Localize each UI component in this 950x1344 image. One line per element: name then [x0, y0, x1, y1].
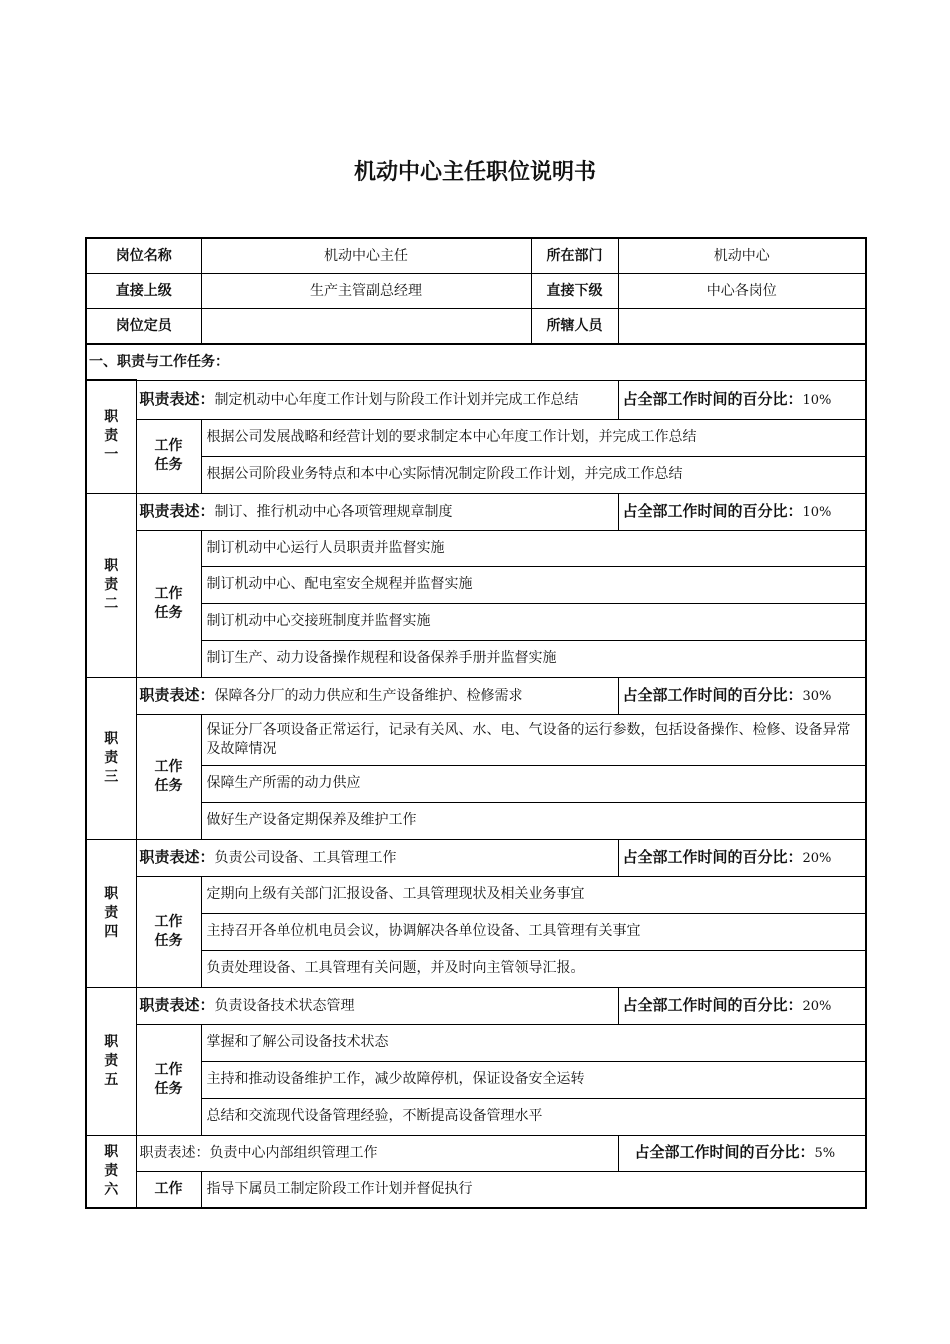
- description-label: 职责表述：: [139, 995, 215, 1014]
- task-item: 掌握和了解公司设备技术状态: [201, 1024, 866, 1061]
- percentage-value: 5%: [814, 1146, 836, 1161]
- duty-name-char: 职: [104, 557, 119, 574]
- duty-name-char: 职: [104, 409, 119, 426]
- percentage-value: 20%: [802, 998, 832, 1014]
- subordinate-label: 直接下级: [531, 274, 618, 309]
- duty-2-task-row: [86, 566, 866, 603]
- duty-4-task-row: [86, 913, 866, 950]
- superior-label: 直接上级: [86, 274, 201, 309]
- duty-name-char: 责: [104, 749, 119, 766]
- duty-name-char: 职: [104, 1143, 119, 1160]
- percentage-label: 占全部工作时间的百分比：: [622, 995, 803, 1014]
- job-description-table: [85, 237, 867, 1209]
- duty-name-char: 职: [104, 1033, 119, 1050]
- duty-1-description: [136, 380, 618, 419]
- staff-value: [618, 309, 866, 345]
- duty-name-char: 六: [104, 1181, 119, 1198]
- duty-1-task-row: [86, 456, 866, 493]
- duty-3-task-row: [86, 765, 866, 802]
- duty-5-description: [136, 987, 618, 1024]
- duty-5-task-row: [86, 1061, 866, 1098]
- duty-6-desc-row: [86, 1135, 866, 1171]
- task-label-line: 任务: [154, 604, 183, 621]
- description-label: 职责表述：: [139, 501, 215, 520]
- duty-5-name: [86, 987, 136, 1135]
- description-label: 职责表述：: [139, 847, 215, 866]
- header-row-1: [86, 238, 866, 274]
- duty-name-char: 四: [104, 923, 119, 940]
- task-label: [136, 1024, 201, 1135]
- percentage-value: 20%: [802, 850, 832, 866]
- task-label-line: 工作: [154, 438, 183, 454]
- task-label-line: 工作: [154, 913, 183, 930]
- task-item: 负责处理设备、工具管理有关问题，并及时向主管领导汇报。: [201, 950, 866, 987]
- task-label-line: 工作: [154, 758, 183, 775]
- description-label: 职责表述：: [139, 685, 215, 704]
- duty-2-desc-row: [86, 493, 866, 530]
- duty-5-task-row: [86, 1098, 866, 1135]
- duty-1-percentage: [618, 380, 866, 419]
- duty-3-desc-row: [86, 677, 866, 714]
- duty-5-task-row: [86, 1024, 866, 1061]
- duty-6-description: [136, 1135, 618, 1171]
- duty-6-percentage: [618, 1135, 866, 1171]
- duty-4-percentage: [618, 839, 866, 876]
- headcount-value: [201, 309, 531, 345]
- duty-name-char: 职: [104, 730, 119, 747]
- section-row: [86, 344, 866, 380]
- task-label-line: 任务: [154, 932, 183, 949]
- task-item: 做好生产设备定期保养及维护工作: [201, 802, 866, 839]
- task-item: 制订生产、动力设备操作规程和设备保养手册并监督实施: [201, 640, 866, 677]
- task-item: 保证分厂各项设备正常运行，记录有关风、水、电、气设备的运行参数，包括设备操作、检修、设备异常及故障情况: [201, 714, 866, 765]
- headcount-label: 岗位定员: [86, 309, 201, 345]
- percentage-value: 30%: [802, 688, 832, 704]
- percentage-label: 占全部工作时间的百分比：: [622, 501, 803, 520]
- duty-5-percentage: [618, 987, 866, 1024]
- duty-name-char: 三: [104, 768, 119, 785]
- task-item: 制订机动中心、配电室安全规程并监督实施: [201, 566, 866, 603]
- task-item: 保障生产所需的动力供应: [201, 765, 866, 802]
- description-text: 负责公司设备、工具管理工作: [214, 849, 397, 866]
- description-text: 制定机动中心年度工作计划与阶段工作计划并完成工作总结: [214, 391, 579, 408]
- subordinate-value: 中心各岗位: [618, 274, 866, 309]
- task-label-line: 工作: [154, 1180, 183, 1197]
- description-text: 保障各分厂的动力供应和生产设备维护、检修需求: [214, 687, 523, 704]
- header-row-2: [86, 274, 866, 309]
- duty-name-char: 责: [104, 576, 119, 593]
- description-text: 负责中心内部组织管理工作: [209, 1144, 378, 1161]
- percentage-label: 占全部工作时间的百分比：: [622, 847, 803, 866]
- percentage-value: 10%: [802, 392, 832, 408]
- document-title: 机动中心主任职位说明书: [353, 160, 596, 185]
- position-name-value: 机动中心主任: [201, 238, 531, 274]
- duty-3-task-row: [86, 802, 866, 839]
- task-label: [136, 530, 201, 677]
- duty-3-percentage: [618, 677, 866, 714]
- task-item: 主持和推动设备维护工作，减少故障停机，保证设备安全运转: [201, 1061, 866, 1098]
- duty-4-description: [136, 839, 618, 876]
- duty-name-char: 一: [104, 447, 119, 464]
- task-item: 定期向上级有关部门汇报设备、工具管理现状及相关业务事宜: [201, 876, 866, 913]
- department-value: 机动中心: [618, 238, 866, 274]
- description-text: 负责设备技术状态管理: [214, 997, 355, 1014]
- task-label: [136, 1171, 201, 1208]
- duty-name-char: 责: [104, 1162, 119, 1179]
- duty-name-char: 责: [104, 1052, 119, 1069]
- duty-2-description: [136, 493, 618, 530]
- description-label: 职责表述：: [139, 1144, 210, 1161]
- task-label-line: 任务: [154, 457, 183, 473]
- task-label: [136, 876, 201, 987]
- duty-2-task-row: [86, 530, 866, 566]
- task-item: 制订机动中心交接班制度并监督实施: [201, 603, 866, 640]
- percentage-label: 占全部工作时间的百分比：: [634, 1143, 815, 1161]
- task-item: 根据公司发展战略和经营计划的要求制定本中心年度工作计划，并完成工作总结: [201, 419, 866, 456]
- duty-6-task-row: [86, 1171, 866, 1208]
- task-label-line: 工作: [154, 585, 183, 602]
- duty-5-desc-row: [86, 987, 866, 1024]
- department-label: 所在部门: [531, 238, 618, 274]
- task-item: 制订机动中心运行人员职责并监督实施: [201, 530, 866, 566]
- duty-2-percentage: [618, 493, 866, 530]
- duty-name-char: 职: [104, 885, 119, 902]
- staff-label: 所辖人员: [531, 309, 618, 345]
- task-label: [136, 714, 201, 839]
- duty-3-task-row: [86, 714, 866, 765]
- task-label-line: 任务: [154, 1080, 183, 1097]
- description-text: 制订、推行机动中心各项管理规章制度: [214, 503, 453, 520]
- position-name-label: 岗位名称: [86, 238, 201, 274]
- duty-2-task-row: [86, 603, 866, 640]
- duty-6-name: [86, 1135, 136, 1208]
- task-item: 主持召开各单位机电员会议，协调解决各单位设备、工具管理有关事宜: [201, 913, 866, 950]
- duty-1-desc-row: [86, 380, 866, 419]
- task-label-line: 任务: [154, 777, 183, 794]
- task-item: 根据公司阶段业务特点和本中心实际情况制定阶段工作计划，并完成工作总结: [201, 456, 866, 493]
- duty-3-name: [86, 677, 136, 839]
- percentage-label: 占全部工作时间的百分比：: [622, 685, 803, 704]
- duty-name-char: 二: [104, 595, 119, 612]
- duty-4-desc-row: [86, 839, 866, 876]
- duty-name-char: 责: [104, 904, 119, 921]
- duty-2-task-row: [86, 640, 866, 677]
- task-label: [136, 419, 201, 493]
- percentage-value: 10%: [802, 504, 832, 520]
- task-item: 指导下属员工制定阶段工作计划并督促执行: [201, 1171, 866, 1208]
- duty-3-description: [136, 677, 618, 714]
- duty-1-name: [86, 380, 136, 493]
- duty-1-task-row: [86, 419, 866, 456]
- description-label: 职责表述：: [139, 389, 215, 408]
- task-item: 总结和交流现代设备管理经验，不断提高设备管理水平: [201, 1098, 866, 1135]
- duty-4-task-row: [86, 950, 866, 987]
- duty-4-task-row: [86, 876, 866, 913]
- task-label-line: 工作: [154, 1061, 183, 1078]
- header-row-3: [86, 309, 866, 345]
- percentage-label: 占全部工作时间的百分比：: [622, 389, 803, 408]
- duty-4-name: [86, 839, 136, 987]
- duty-2-name: [86, 493, 136, 677]
- duty-name-char: 五: [104, 1071, 119, 1088]
- superior-value: 生产主管副总经理: [201, 274, 531, 309]
- duty-name-char: 责: [104, 428, 119, 445]
- section-title: 一、职责与工作任务：: [86, 344, 866, 380]
